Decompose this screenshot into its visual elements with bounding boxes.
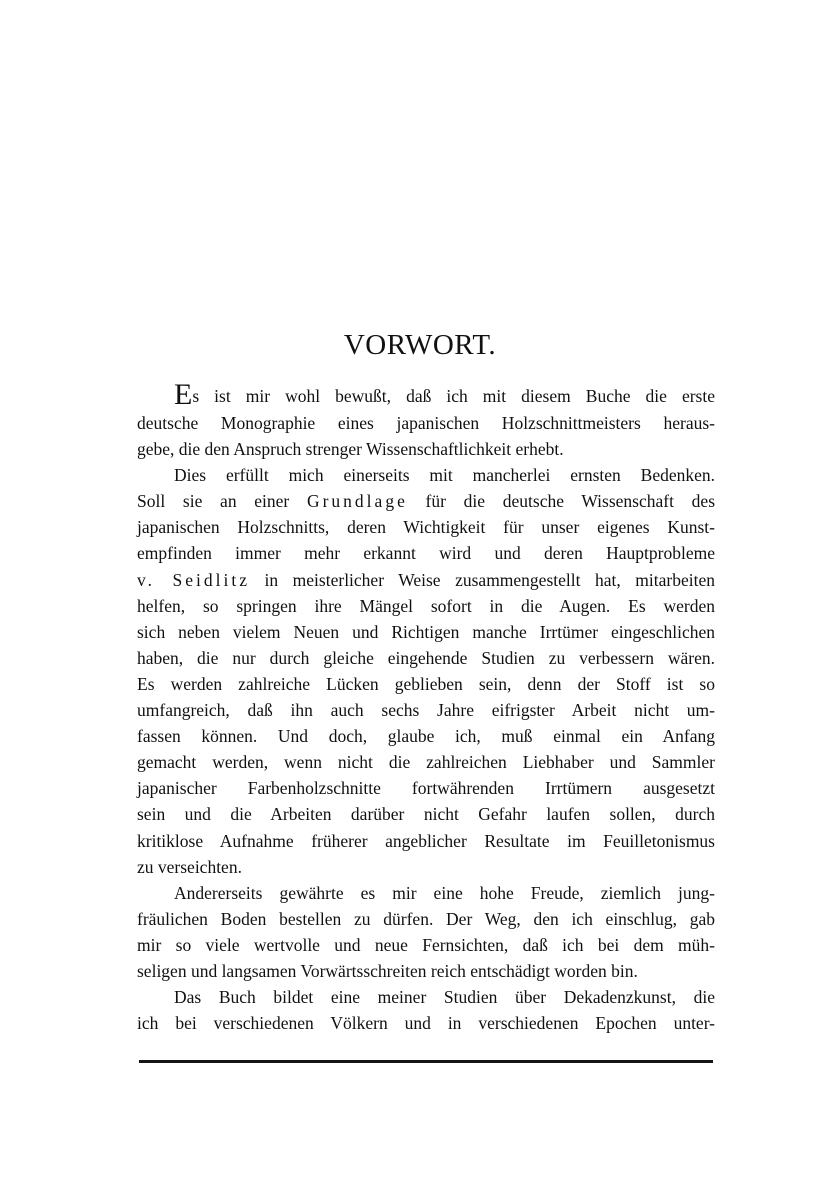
footer-rule: [139, 1060, 713, 1063]
paragraph-3-line-3: mir so viele wertvolle und neue Fernsichten, daß ich bei dem müh-: [137, 934, 715, 955]
page-title: VORWORT.: [343, 329, 497, 361]
paragraph-4-line-1: Das Buch bildet eine meiner Studien über Dekadenzkunst, die: [174, 987, 715, 1008]
drop-cap: E: [174, 378, 193, 411]
paragraph-2-line-10: umfangreich, daß ihn auch sechs Jahre eifrigster Arbeit nicht um-: [137, 700, 715, 721]
emphasized-name-seidlitz: v. Seidlitz: [137, 569, 250, 590]
paragraph-1-line-1: [137, 380, 715, 410]
paragraph-2-line-4: empfinden immer mehr erkannt wird und deren Hauptprobleme: [137, 543, 715, 564]
paragraph-2-line-5: [137, 567, 715, 593]
emphasized-word-grundlage: Grundlage: [306, 491, 408, 512]
preface-text: [137, 380, 715, 1036]
paragraph-1-line-2: deutsche Monographie eines japanischen Holzschnittmeisters heraus-: [137, 413, 715, 433]
paragraph-2-line-15: kritiklose Aufnahme früherer angeblicher Resultate im Feuilletonismus: [137, 830, 715, 851]
paragraph-3-line-1: Andererseits gewährte es mir eine hohe Freude, ziemlich jung-: [174, 882, 715, 903]
paragraph-2-line-1: Dies erfüllt mich einerseits mit mancherlei ernsten Bedenken.: [174, 465, 715, 486]
paragraph-2-line-16: zu verseichten.: [137, 856, 242, 877]
paragraph-2-line-12: gemacht werden, wenn nicht die zahlreichen Liebhaber und Sammler: [137, 752, 715, 773]
paragraph-2-line-2-post: für die deutsche Wissenschaft des: [407, 491, 715, 512]
paragraph-2-line-5-post: in meisterlicher Weise zusammengestellt hat, mitarbeiten: [250, 569, 715, 590]
paragraph-2-line-2-pre: Soll sie an einer: [137, 491, 307, 512]
paragraph-2-line-8: haben, die nur durch gleiche eingehende Studien zu verbessern wären.: [137, 647, 715, 668]
paragraph-2-line-11: fassen können. Und doch, glaube ich, muß einmal ein Anfang: [137, 726, 715, 747]
paragraph-3-line-4: seligen und langsamen Vorwärtsschreiten reich entschädigt worden bin.: [137, 960, 638, 981]
paragraph-1-first-line-text: s ist mir wohl bewußt, daß ich mit diesem Buche die erste: [192, 386, 715, 406]
paragraph-2-line-9: Es werden zahlreiche Lücken geblieben sein, denn der Stoff ist so: [137, 673, 715, 694]
paragraph-2-line-2: [137, 488, 715, 514]
paragraph-2-line-13: japanischer Farbenholzschnitte fortwährenden Irrtümern ausgesetzt: [137, 778, 715, 799]
paragraph-2-line-3: japanischen Holzschnitts, deren Wichtigkeit für unser eigenes Kunst-: [137, 517, 715, 538]
paragraph-2-line-14: sein und die Arbeiten darüber nicht Gefahr laufen sollen, durch: [137, 804, 715, 825]
paragraph-2-line-7: sich neben vielem Neuen und Richtigen manche Irrtümer eingeschlichen: [137, 621, 715, 642]
paragraph-4-line-2: ich bei verschiedenen Völkern und in verschiedenen Epochen unter-: [137, 1013, 715, 1034]
paragraph-2-line-6: helfen, so springen ihre Mängel sofort in die Augen. Es werden: [137, 595, 715, 616]
paragraph-3-line-2: fräulichen Boden bestellen zu dürfen. Der Weg, den ich einschlug, gab: [137, 908, 715, 929]
paragraph-1-line-3: gebe, die den Anspruch strenger Wissenschaftlichkeit erhebt.: [137, 439, 564, 460]
